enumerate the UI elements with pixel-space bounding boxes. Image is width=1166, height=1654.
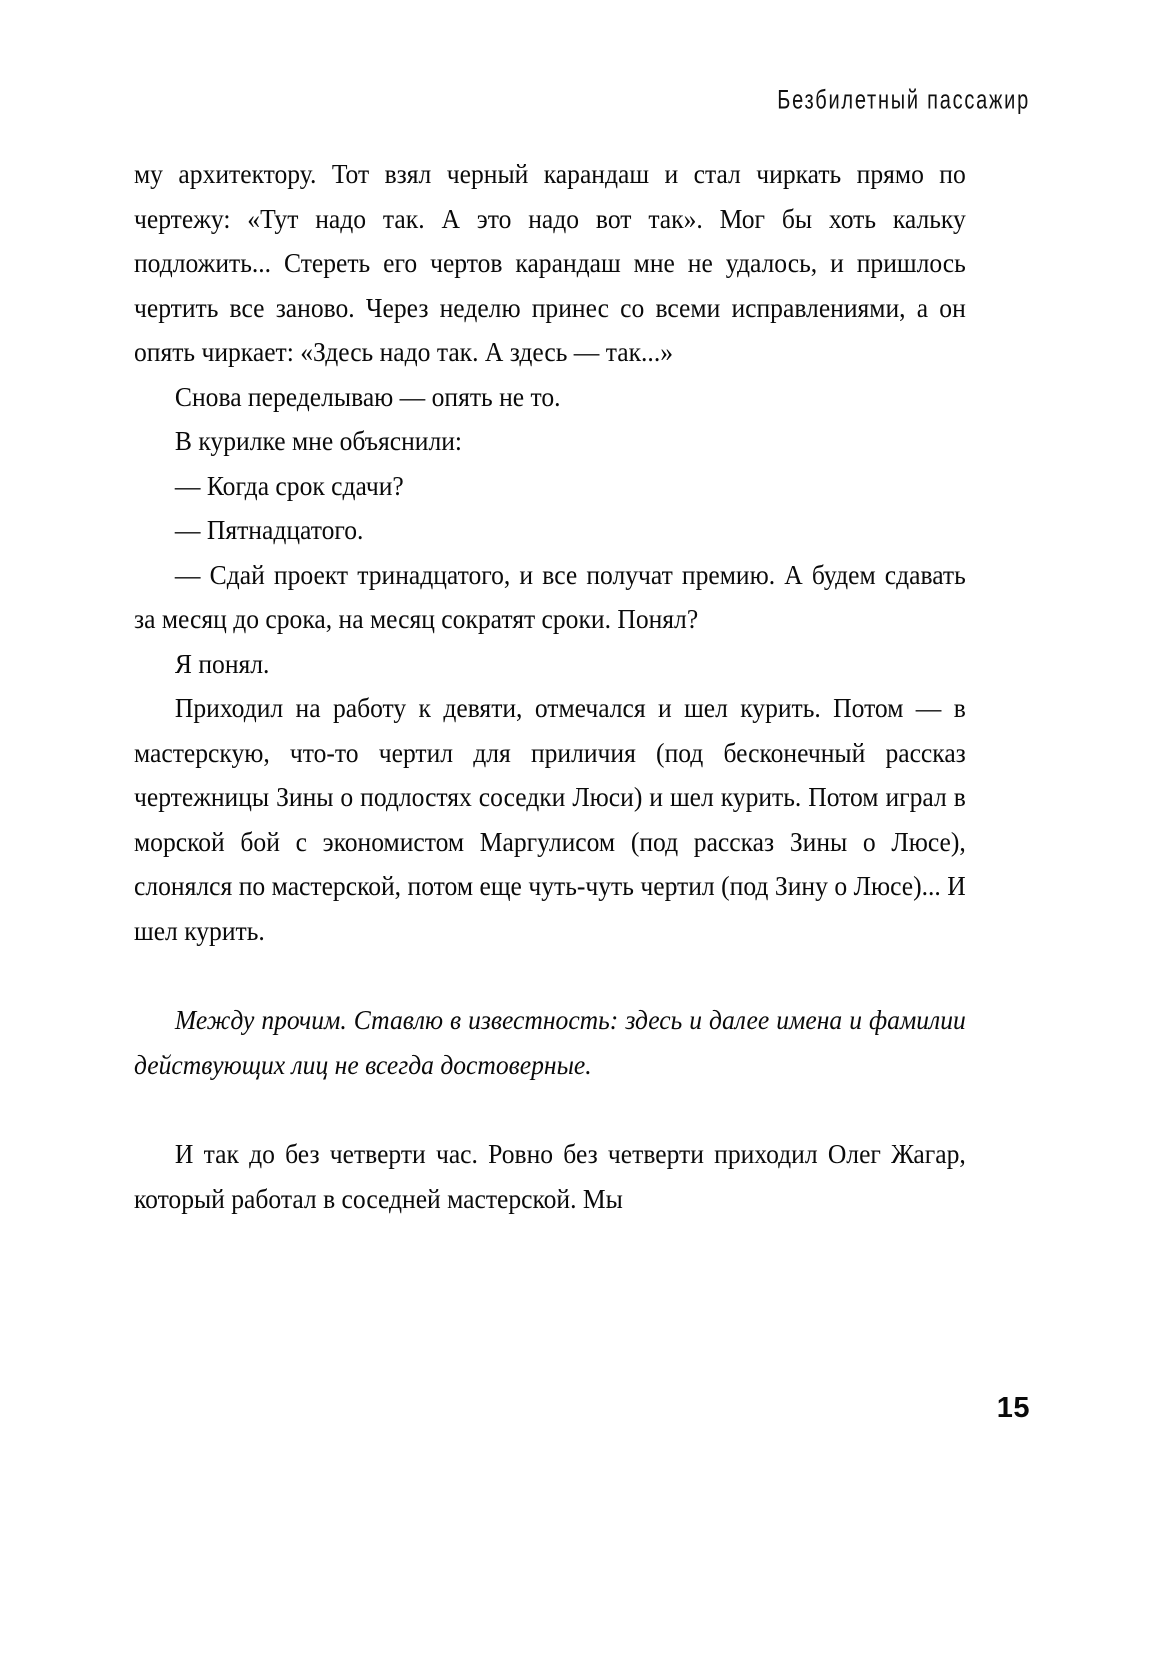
paragraph: му архитектору. Тот взял черный карандаш и стал чиркать прямо по чертежу: «Тут надо так. А это надо вот так». Мог бы хоть кальку подложить... Стереть его чертов карандаш мне не удалось, и пришлось чертить все заново. Через неделю принес со всеми исправлениями, а он опять чиркает: «Здесь надо так. А здесь — так...» [134,158,966,367]
paragraph: Приходил на работу к девяти, отмечался и шел курить. Потом — в мастерскую, что-то чертил для приличия (под бесконечный рассказ чертежницы Зины о подлостях соседки Люси) и шел курить. Потом играл в морской бой с экономистом Маргулисом (под рассказ Зины о Люсе), слонялся по мастерской, потом еще чуть-чуть чертил (под Зину о Люсе)... И шел курить. [134,692,966,946]
paragraph: В курилке мне объяснили: [174,425,463,456]
paragraph: Снова переделываю — опять не то. [174,380,561,412]
dialogue-line: — Сдай проект тринадцатого, и все получат премию. А будем сдавать за месяц до срока, на месяц сократят сроки. Понял? [134,558,966,634]
dialogue-line: — Когда срок сдачи? [174,469,404,501]
dialogue-line: — Пятнадцатого. [174,514,364,545]
author-note: Между прочим. Ставлю в известность: здесь и далее имена и фамилии действующих лиц не всегда достоверные. [134,1004,966,1080]
paragraph: Я понял. [174,647,270,679]
running-head: Безбилетный пассажир [777,84,1030,116]
page-number: 15 [996,1392,1030,1424]
body-text-block [134,152,966,1221]
paragraph: И так до без четверти час. Ровно без четверти приходил Олег Жагар, который работал в соседней мастерской. Мы [134,1138,966,1214]
